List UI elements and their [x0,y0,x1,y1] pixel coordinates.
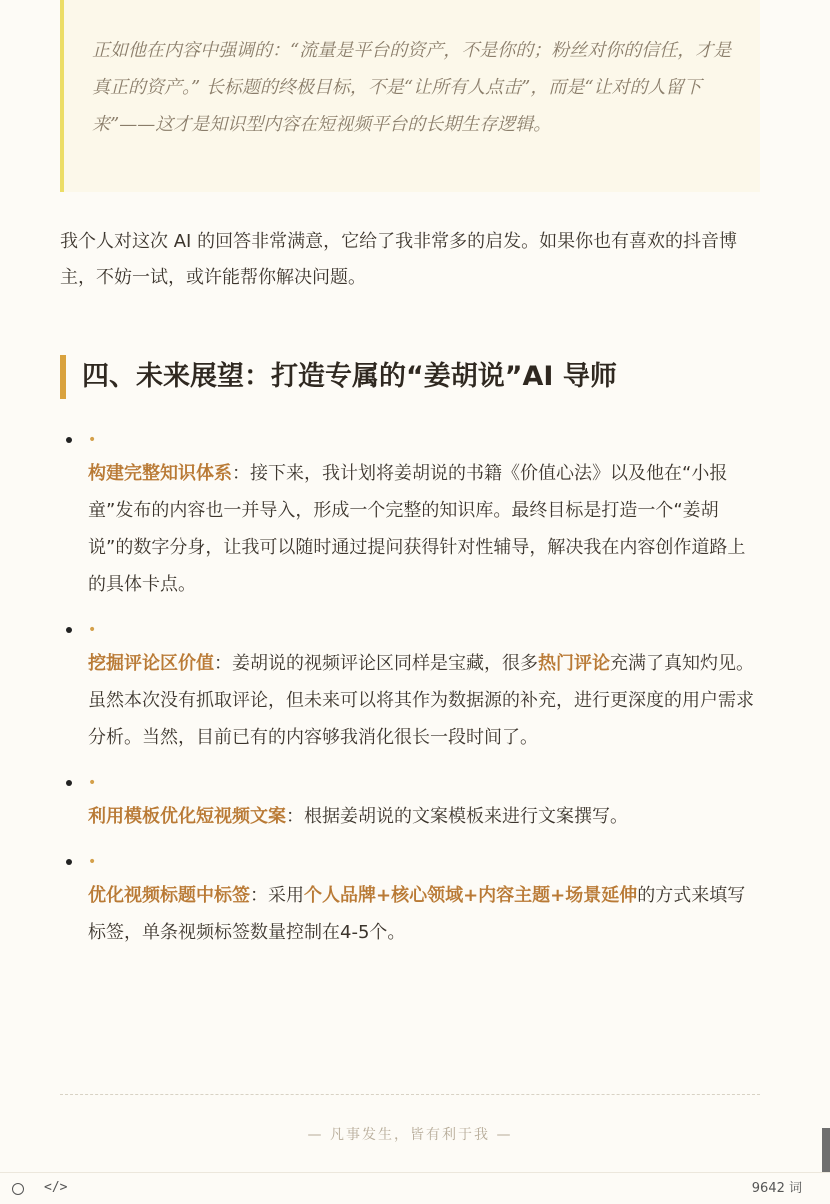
sync-status-icon[interactable] [12,1183,24,1195]
bullet-marker: • [88,775,97,791]
bullet-dot-icon [66,437,72,443]
blockquote [60,0,760,192]
bullet-dot-icon [66,859,72,865]
item-title: 利用模板优化短视频文案 [88,806,286,827]
item-text: ：姜胡说的视频评论区同样是宝藏，很多 [214,653,538,674]
list-item-body [88,798,760,835]
item-text: ：采用 [250,885,304,906]
bullet-marker: • [88,432,97,448]
list-item-body [88,645,760,756]
item-text: ：根据姜胡说的文案模板来进行文案撰写。 [286,806,628,827]
item-title: 挖掘评论区价值 [88,653,214,674]
list-item-body [88,877,760,951]
body-paragraph: 我个人对这次 AI 的回答非常满意，它给了我非常多的启发。如果你也有喜欢的抖音博主，不妨一试，或许能帮你解决问题。 [60,231,738,288]
bullet-dot-icon [66,780,72,786]
list-item [60,425,760,603]
list-item-body [88,455,760,603]
scrollbar-thumb[interactable] [822,1128,830,1172]
item-text: 充满了真知灼见。虽然本次没有抓取评论，但未来可以将其作为数据源的补充，进行更深度的用户需求分析。当然，目前已有的内容够我消化很长一段时间了。 [88,653,754,748]
bullet-marker: • [88,622,97,638]
word-count[interactable]: 9642 词 [751,1181,802,1196]
bullet-marker: • [88,854,97,870]
item-text: 的方式来填写标签，单条视频标签数量控制在4-5个。 [88,885,746,943]
bullet-dot-icon [66,627,72,633]
item-highlight: 个人品牌+核心领域+内容主题+场景延伸 [304,885,638,906]
blockquote-text: 正如他在内容中强调的：“流量是平台的资产，不是你的；粉丝对你的信任，才是真正的资产。” 长标题的终极目标，不是“让所有人点击”，而是“让对的人留下来”——这才是知识型内容在短视频平台的长期生存逻辑。 [92,40,732,135]
list-item [60,768,760,835]
section-heading: 四、未来展望：打造专属的“姜胡说”AI 导师 [60,355,760,399]
item-text: ：接下来，我计划将姜胡说的书籍《价值心法》以及他在“小报童”发布的内容也一并导入，形成一个完整的知识库。最终目标是打造一个“姜胡说”的数字分身，让我可以随时通过提问获得针对性辅导，解决我在内容创作道路上的具体卡点。 [88,463,746,595]
footer-motto: — 凡事发生，皆有利于我 — [307,1127,513,1143]
item-title: 构建完整知识体系 [88,463,232,484]
item-title: 优化视频标题中标签 [88,885,250,906]
source-mode-button[interactable]: </> [44,1180,68,1195]
footer-divider [60,1094,760,1095]
bullet-list [60,425,760,963]
item-highlight: 热门评论 [538,653,610,674]
list-item [60,847,760,951]
status-bar [0,1172,830,1204]
list-item [60,615,760,756]
